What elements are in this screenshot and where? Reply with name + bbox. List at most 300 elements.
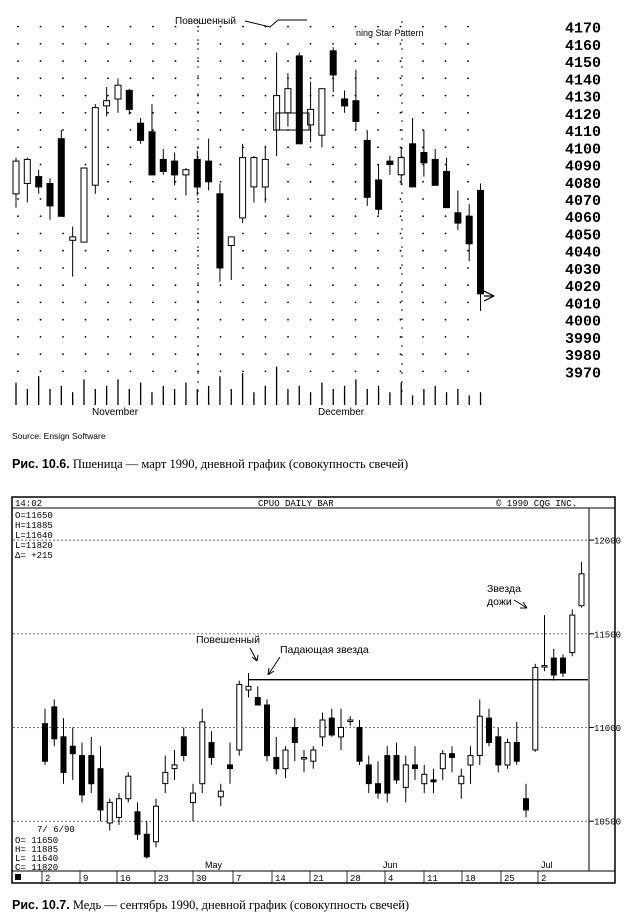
chart2-grid-dot xyxy=(165,540,166,541)
chart2-grid-dot xyxy=(37,727,38,728)
chart2-grid-dot xyxy=(489,821,490,822)
chart2-grid-dot xyxy=(129,727,130,728)
chart2-grid-dot xyxy=(313,633,314,634)
chart2-grid-dot xyxy=(473,727,474,728)
chart2-candle-black xyxy=(376,784,381,793)
chart2-grid-dot xyxy=(469,633,470,634)
chart2-grid-dot xyxy=(565,633,566,634)
chart2-grid-dot xyxy=(225,821,226,822)
chart2-candle-white xyxy=(477,716,482,755)
chart2-grid-dot xyxy=(513,821,514,822)
chart1-source: Source: Ensign Software xyxy=(12,431,106,441)
chart2-grid-dot xyxy=(557,633,558,634)
figure1-caption-label: Рис. 10.6. xyxy=(12,457,70,471)
chart1-y-tick-label: 4110 xyxy=(565,124,602,141)
chart2-grid-dot xyxy=(401,633,402,634)
chart2-grid-dot xyxy=(73,727,74,728)
chart2-grid-dot xyxy=(25,633,26,634)
chart2-grid-dot xyxy=(345,633,346,634)
chart2-grid-dot xyxy=(465,540,466,541)
chart2-candle-black xyxy=(496,737,501,765)
chart2-grid-dot xyxy=(549,633,550,634)
chart2-candle-white xyxy=(311,750,316,761)
chart2-grid-dot xyxy=(113,633,114,634)
chart2-grid-dot xyxy=(477,633,478,634)
chart2-grid-dot xyxy=(373,633,374,634)
chart2-grid-dot xyxy=(445,540,446,541)
chart2-grid-dot xyxy=(513,540,514,541)
chart2-grid-dot xyxy=(525,633,526,634)
chart2-grid-dot xyxy=(265,821,266,822)
chart2-grid-dot xyxy=(505,727,506,728)
chart2-grid-dot xyxy=(61,540,62,541)
chart2-grid-dot xyxy=(85,727,86,728)
chart2-grid-dot xyxy=(485,540,486,541)
chart2-grid-dot xyxy=(569,727,570,728)
chart2-grid-dot xyxy=(429,821,430,822)
chart2-grid-dot xyxy=(369,633,370,634)
chart2-grid-dot xyxy=(309,727,310,728)
chart2-ohlc-bottom-date: 7/ 6/90 xyxy=(37,825,75,835)
chart2-grid-dot xyxy=(317,540,318,541)
chart2-grid-dot xyxy=(389,727,390,728)
chart2-grid-dot xyxy=(521,540,522,541)
chart2-grid-dot xyxy=(529,633,530,634)
chart2-grid-dot xyxy=(481,540,482,541)
chart2-grid-dot xyxy=(77,821,78,822)
chart2-grid-dot xyxy=(381,821,382,822)
chart2-candle-white xyxy=(117,799,122,818)
chart2-y-tick-label: 11000 xyxy=(594,724,622,734)
chart2-grid-dot xyxy=(113,821,114,822)
chart2-grid-dot xyxy=(297,821,298,822)
chart2-grid-dot xyxy=(317,727,318,728)
chart2-grid-dot xyxy=(69,540,70,541)
chart2-grid-dot xyxy=(349,633,350,634)
chart2-ohlc-bottom-high: H= 11885 xyxy=(15,845,59,855)
chart2-grid-dot xyxy=(133,727,134,728)
chart2-candle-white xyxy=(579,574,584,606)
chart2-grid-dot xyxy=(389,821,390,822)
chart2-grid-dot xyxy=(105,727,106,728)
chart2-x-tick-label: 9 xyxy=(83,874,89,884)
chart2-grid-dot xyxy=(145,540,146,541)
chart2-grid-dot xyxy=(441,727,442,728)
chart2-grid-dot xyxy=(373,727,374,728)
chart2-grid-dot xyxy=(497,821,498,822)
chart2-grid-dot xyxy=(585,727,586,728)
chart1-xlabel-november: November xyxy=(92,407,139,418)
chart2-grid-dot xyxy=(413,727,414,728)
chart2-grid-dot xyxy=(553,633,554,634)
chart2-ohlc-top-open: O=11650 xyxy=(15,511,53,521)
chart2-grid-dot xyxy=(285,540,286,541)
chart2-grid-dot xyxy=(381,727,382,728)
chart2-grid-dot xyxy=(353,633,354,634)
chart2-grid-dot xyxy=(533,540,534,541)
chart2-grid-dot xyxy=(237,540,238,541)
chart1-xlabel-december: December xyxy=(318,407,365,418)
chart1-y-tick-label: 4060 xyxy=(565,210,602,228)
chart2-grid-dot xyxy=(357,821,358,822)
figure2-caption-label: Рис. 10.7. xyxy=(12,898,70,912)
chart2-grid-dot xyxy=(181,633,182,634)
chart2-grid-dot xyxy=(585,821,586,822)
chart2-grid-dot xyxy=(409,540,410,541)
chart2-grid-dot xyxy=(361,540,362,541)
chart2-grid-dot xyxy=(561,821,562,822)
chart2-y-axis xyxy=(589,537,621,828)
chart2-grid-dot xyxy=(413,821,414,822)
chart2-grid-dot xyxy=(161,821,162,822)
chart2-grid-dot xyxy=(517,540,518,541)
chart2-grid-dot xyxy=(521,727,522,728)
chart2-grid-dot xyxy=(253,727,254,728)
chart2-grid-dot xyxy=(449,727,450,728)
chart2-grid-dot xyxy=(121,821,122,822)
chart2-grid-dot xyxy=(557,821,558,822)
chart2-grid-dot xyxy=(21,633,22,634)
chart2-y-tick-label: 11500 xyxy=(594,630,622,641)
chart2-grid-dot xyxy=(341,633,342,634)
chart1-y-tick-label: 3970 xyxy=(565,365,602,383)
chart2-grid-dot xyxy=(237,821,238,822)
chart2-grid-dot xyxy=(405,727,406,728)
chart1-annotation-star: ning Star Pattern xyxy=(356,28,424,38)
chart2-grid-dot xyxy=(469,727,470,728)
chart2-grid-dot xyxy=(305,540,306,541)
chart2-grid-dot xyxy=(177,540,178,541)
chart2-grid-dot xyxy=(137,633,138,634)
chart2-grid-dot xyxy=(105,821,106,822)
chart2-header-title: CPUO DAILY BAR xyxy=(258,499,334,509)
chart1-y-tick-label: 4020 xyxy=(565,279,602,297)
chart2-grid-dot xyxy=(457,633,458,634)
chart1-y-tick-label: 4000 xyxy=(565,313,602,331)
chart2-grid-dot xyxy=(473,633,474,634)
chart1-y-tick-label: 3990 xyxy=(565,330,602,348)
chart2-grid-dot xyxy=(497,540,498,541)
chart1-y-tick-label: 4080 xyxy=(565,175,602,193)
chart2-grid-dot xyxy=(465,633,466,634)
chart2-candle-white xyxy=(339,728,344,737)
chart2-grid-dot xyxy=(165,727,166,728)
chart2-grid-dot xyxy=(289,633,290,634)
chart2-grid-dot xyxy=(173,821,174,822)
chart2-grid-dot xyxy=(493,821,494,822)
chart2-grid-dot xyxy=(441,633,442,634)
chart2-grid-dot xyxy=(425,821,426,822)
chart2-grid-dot xyxy=(509,633,510,634)
chart1-y-tick-label: 4140 xyxy=(565,72,602,90)
chart2-candle-white xyxy=(237,684,242,750)
chart2-candle-black xyxy=(450,754,455,758)
chart2-grid-dot xyxy=(577,540,578,541)
chart1-y-tick-label: 4030 xyxy=(565,262,602,279)
chart2-grid-dot xyxy=(457,727,458,728)
chart2-grid-dot xyxy=(101,633,102,634)
chart2-grid-dot xyxy=(285,821,286,822)
chart2-grid-dot xyxy=(265,633,266,634)
chart2-grid-dot xyxy=(557,727,558,728)
chart2-grid-dot xyxy=(285,633,286,634)
chart2-candle-white xyxy=(191,793,196,802)
chart2-grid-dot xyxy=(21,727,22,728)
chart2-grid-dot xyxy=(209,540,210,541)
chart1-y-tick-label: 4040 xyxy=(565,244,602,262)
chart2-grid-dot xyxy=(357,633,358,634)
chart2-grid-dot xyxy=(421,727,422,728)
chart2-grid-dot xyxy=(373,540,374,541)
chart2-grid-dot xyxy=(393,821,394,822)
chart2-grid-dot xyxy=(469,540,470,541)
chart2-grid-dot xyxy=(181,821,182,822)
chart2-grid-dot xyxy=(553,821,554,822)
chart2-grid-dot xyxy=(449,540,450,541)
chart2-grid-dot xyxy=(369,727,370,728)
chart2-grid-dot xyxy=(325,540,326,541)
chart2-grid-dot xyxy=(305,821,306,822)
chart2-grid-dot xyxy=(389,540,390,541)
chart2-grid-dot xyxy=(537,821,538,822)
chart2-candle-black xyxy=(551,658,556,675)
chart2-grid-dot xyxy=(541,821,542,822)
chart1-y-tick-label: 3980 xyxy=(565,348,602,366)
chart2-candle-black xyxy=(80,756,85,795)
chart2-candle-white xyxy=(320,720,325,737)
chart2-grid-dot xyxy=(149,821,150,822)
chart2-grid-dot xyxy=(425,633,426,634)
chart2-grid-dot xyxy=(421,821,422,822)
chart2-grid-dot xyxy=(249,727,250,728)
chart2-grid-dot xyxy=(205,821,206,822)
chart2-grid-dot xyxy=(249,540,250,541)
chart2-annotation-hanging: Повешенный xyxy=(196,634,260,646)
chart2-grid-dot xyxy=(381,633,382,634)
chart2-grid-dot xyxy=(401,821,402,822)
chart2-month-labels xyxy=(205,860,553,870)
chart2-grid-dot xyxy=(53,540,54,541)
chart2-grid-dot xyxy=(453,633,454,634)
chart2-grid-dot xyxy=(321,633,322,634)
chart2-grid-dot xyxy=(277,633,278,634)
chart2-grid-dot xyxy=(297,540,298,541)
chart2-grid-dot xyxy=(537,633,538,634)
chart2-grid-dot xyxy=(397,727,398,728)
chart2-grid-dot xyxy=(261,821,262,822)
chart1-y-tick-label: 4120 xyxy=(565,106,602,124)
chart2-grid-dot xyxy=(189,633,190,634)
chart2-grid-dot xyxy=(201,821,202,822)
chart2-candle-black xyxy=(561,658,566,673)
chart2-grid-dot xyxy=(501,727,502,728)
chart2-candle-black xyxy=(487,718,492,742)
chart2-grid-dot xyxy=(301,540,302,541)
chart2-grid-dot xyxy=(537,540,538,541)
chart2-grid-dot xyxy=(437,821,438,822)
chart2-grid-dot xyxy=(93,727,94,728)
chart2-grid-dot xyxy=(493,633,494,634)
chart2-grid-dot xyxy=(257,821,258,822)
chart2-grid-dot xyxy=(481,821,482,822)
chart2-grid-dot xyxy=(425,540,426,541)
chart2-grid-dot xyxy=(161,727,162,728)
chart2-grid-dot xyxy=(133,821,134,822)
chart2-grid-dot xyxy=(353,540,354,541)
chart2-grid-dot xyxy=(313,821,314,822)
chart2-grid-dot xyxy=(417,540,418,541)
chart2-grid-dot xyxy=(117,821,118,822)
chart2-grid-dot xyxy=(501,633,502,634)
chart2-grid-dot xyxy=(249,821,250,822)
chart2-candle-white xyxy=(126,776,131,799)
chart2-candle-white xyxy=(459,776,464,784)
chart2-grid-dot xyxy=(133,540,134,541)
chart2-grid-dot xyxy=(281,633,282,634)
chart2-x-tick-label: 16 xyxy=(120,874,131,884)
chart2-grid-dot xyxy=(97,540,98,541)
chart2-grid-dot xyxy=(541,540,542,541)
chart2-grid-dot xyxy=(565,821,566,822)
chart2-candle-black xyxy=(70,746,75,754)
chart2-grid-dot xyxy=(325,727,326,728)
chart2-candle-black xyxy=(181,737,186,756)
chart2-grid-dot xyxy=(329,821,330,822)
chart2-grid-dot xyxy=(141,540,142,541)
chart2-grid-dot xyxy=(185,540,186,541)
chart2-grid-dot xyxy=(301,633,302,634)
chart2-grid-dot xyxy=(25,821,26,822)
chart2-x-tick-label: 18 xyxy=(465,874,476,884)
chart2-grid-dot xyxy=(421,633,422,634)
chart2-grid-dot xyxy=(109,540,110,541)
chart2-grid-dot xyxy=(13,633,14,634)
chart2-grid-dot xyxy=(501,540,502,541)
chart2-candle-white xyxy=(505,743,510,766)
chart2-grid-dot xyxy=(213,540,214,541)
chart2-grid-dot xyxy=(189,540,190,541)
chart2-grid-dot xyxy=(229,821,230,822)
chart2-grid-dot xyxy=(441,821,442,822)
chart2-grid-dot xyxy=(121,727,122,728)
chart2-grid-dot xyxy=(133,633,134,634)
chart2-grid-dot xyxy=(329,540,330,541)
chart2-grid-dot xyxy=(181,540,182,541)
chart2-grid-dot xyxy=(329,633,330,634)
chart2-grid-dot xyxy=(49,821,50,822)
chart2-grid-dot xyxy=(393,727,394,728)
chart2-grid-dot xyxy=(93,821,94,822)
chart2-grid-dot xyxy=(57,540,58,541)
chart2-grid-dot xyxy=(261,727,262,728)
chart1-y-tick-label: 4170 xyxy=(565,20,602,38)
chart2-grid-dot xyxy=(121,633,122,634)
chart2-grid-dot xyxy=(313,540,314,541)
chart2-grid-dot xyxy=(585,540,586,541)
chart1-y-tick-label: 4160 xyxy=(565,37,602,55)
chart2-grid-dot xyxy=(365,633,366,634)
chart2-grid-dot xyxy=(405,633,406,634)
chart2-grid-dot xyxy=(29,821,30,822)
chart2-grid-dot xyxy=(45,821,46,822)
chart2-grid-dot xyxy=(353,821,354,822)
chart2-grid-dot xyxy=(141,821,142,822)
chart2-grid-dot xyxy=(409,633,410,634)
chart2-grid-dot xyxy=(397,821,398,822)
chart2-grid-dot xyxy=(513,727,514,728)
chart2-arrow-doji xyxy=(514,600,527,608)
chart2-grid-dot xyxy=(73,633,74,634)
chart2-candle-black xyxy=(385,756,390,794)
chart2-grid-dot xyxy=(337,821,338,822)
chart2-grid-dot xyxy=(229,727,230,728)
chart2-x-tick-label: 28 xyxy=(350,874,361,884)
chart2-grid-dot xyxy=(229,540,230,541)
chart1-y-tick-label: 4090 xyxy=(565,158,602,176)
chart2-grid-dot xyxy=(461,727,462,728)
chart2-grid-dot xyxy=(277,821,278,822)
chart2-grid-dot xyxy=(197,727,198,728)
chart1-y-tick-label: 4130 xyxy=(565,89,602,107)
chart2-candle-white xyxy=(302,758,307,760)
chart2-grid-dot xyxy=(433,633,434,634)
chart2-grid-dot xyxy=(349,727,350,728)
chart2-grid-dot xyxy=(217,540,218,541)
chart2-grid-dot xyxy=(273,633,274,634)
chart2-ohlc-bottom xyxy=(15,825,75,873)
chart2-grid-dot xyxy=(493,727,494,728)
chart2-grid-dot xyxy=(273,727,274,728)
chart2-grid-dot xyxy=(201,540,202,541)
chart2-grid-dot xyxy=(309,821,310,822)
chart2-grid-dot xyxy=(357,540,358,541)
chart2-grid-dot xyxy=(253,540,254,541)
chart2-grid-dot xyxy=(161,633,162,634)
chart2-x-tick-label: 2 xyxy=(45,874,51,884)
chart2-grid-dot xyxy=(221,540,222,541)
chart2-grid-dot xyxy=(277,727,278,728)
chart2-grid-dot xyxy=(453,821,454,822)
chart2-grid-dot xyxy=(45,633,46,634)
chart2-grid-dot xyxy=(577,821,578,822)
chart2-grid-dot xyxy=(409,821,410,822)
chart2-candle-black xyxy=(274,758,279,769)
chart2-grid-dot xyxy=(49,727,50,728)
chart2-grid-dot xyxy=(141,633,142,634)
chart2-grid-dot xyxy=(441,540,442,541)
chart2-grid-dot xyxy=(345,821,346,822)
chart2-grid-dot xyxy=(273,540,274,541)
chart2-grid-dot xyxy=(521,633,522,634)
chart2-grid-dot xyxy=(345,540,346,541)
chart2-x-tick-label: 25 xyxy=(504,874,515,884)
chart2-grid-dot xyxy=(125,821,126,822)
chart2-grid-dot xyxy=(189,727,190,728)
chart2-grid-dot xyxy=(465,821,466,822)
chart2-grid-dot xyxy=(65,727,66,728)
chart2-grid-dot xyxy=(149,727,150,728)
chart2-grid-dot xyxy=(149,540,150,541)
chart1-y-tick-label: 4150 xyxy=(565,55,602,73)
chart2-grid-dot xyxy=(489,633,490,634)
chart2-grid-dot xyxy=(221,821,222,822)
chart2-grid-dot xyxy=(153,727,154,728)
chart2-grid-dot xyxy=(281,540,282,541)
chart2-grid-dot xyxy=(453,727,454,728)
chart2-grid-dot xyxy=(573,821,574,822)
chart2-grid-dot xyxy=(525,821,526,822)
chart2-grid-dot xyxy=(477,540,478,541)
